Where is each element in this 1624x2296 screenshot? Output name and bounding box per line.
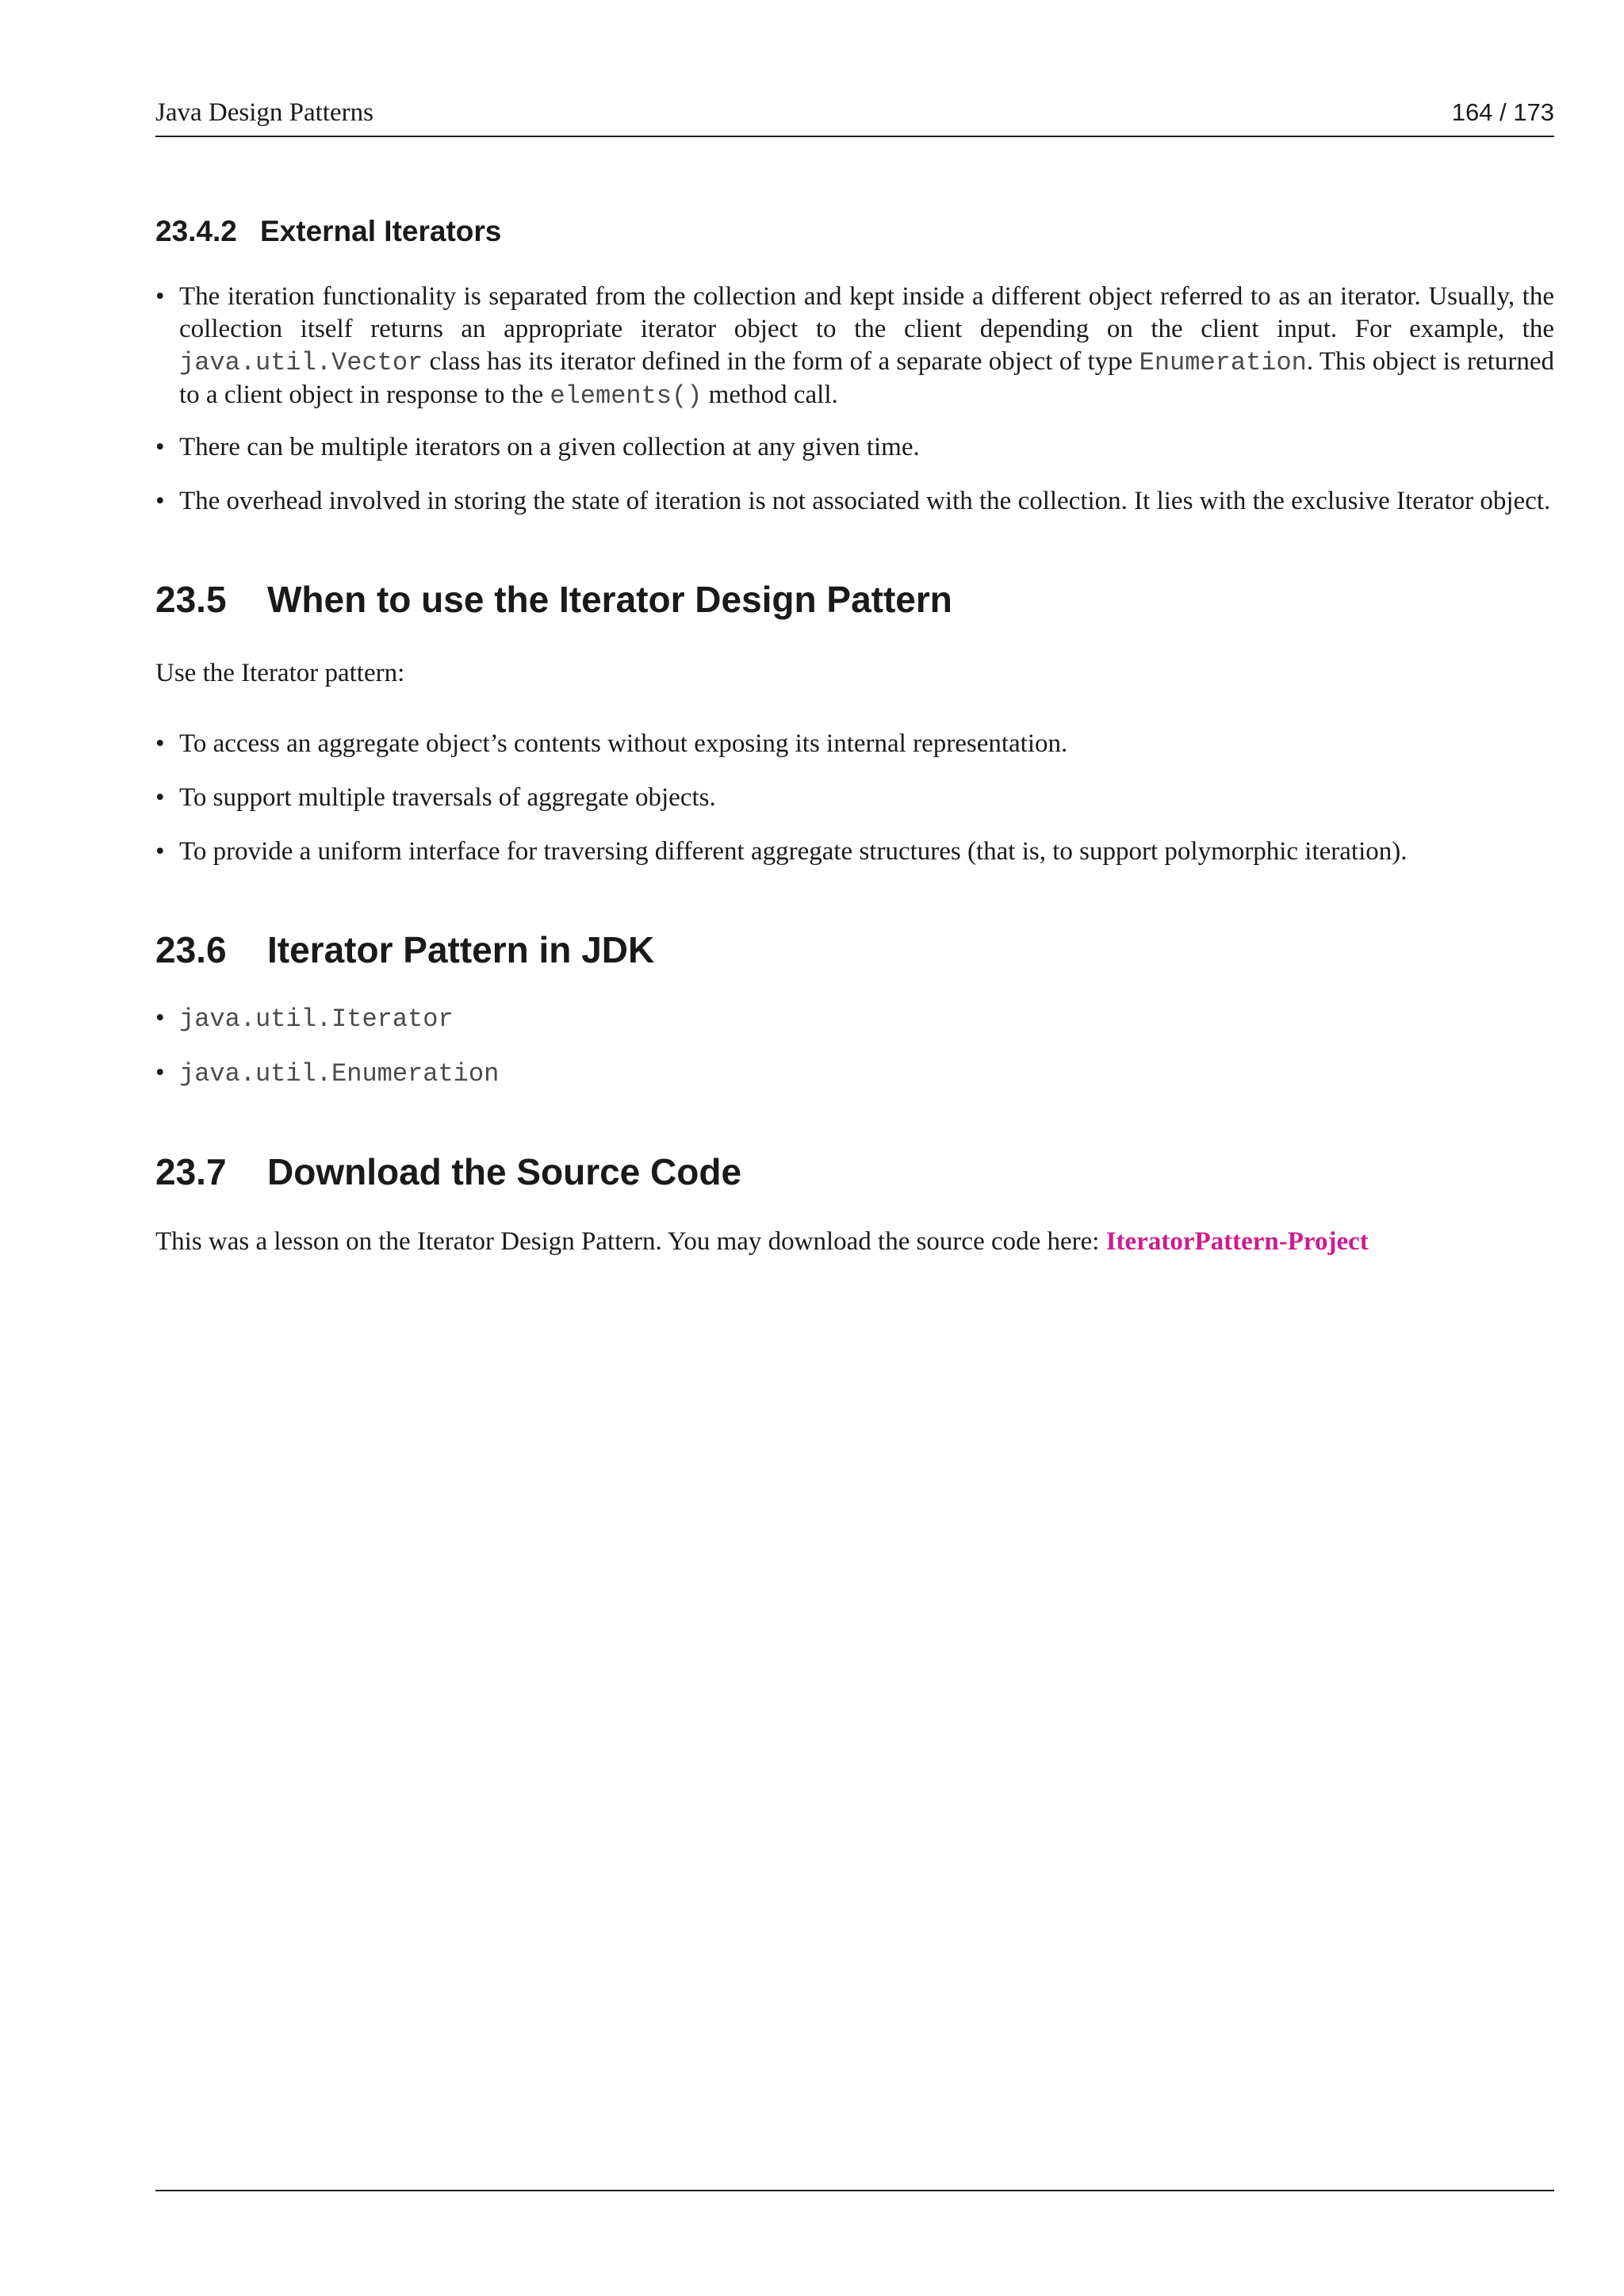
- jdk-classes-list: [155, 1002, 1554, 1090]
- code-enumeration: Enumeration: [1139, 348, 1307, 378]
- book-title: Java Design Patterns: [155, 98, 373, 127]
- section-heading-iterator-in-jdk: [155, 928, 1554, 972]
- intro-paragraph: Use the Iterator pattern:: [155, 658, 405, 687]
- bullet-marker: •: [155, 783, 165, 812]
- bullet-marker: •: [155, 282, 165, 312]
- list-item: [155, 1057, 1554, 1090]
- list-item: • The iteration functionality is separated from the collection and kept inside a different object referred to as an iterator. Usually, the collection itself returns an appropriate iterator object to the client depending on the client input. For example, the java.util.Vector class has its iterator defined in the form of a separate object of type Enumeration. This object is returned to a client object in response to the elements() method call.: [155, 282, 1554, 411]
- bullet-marker: •: [155, 729, 165, 758]
- document-page: [155, 0, 1554, 2296]
- bullet-marker: •: [155, 433, 165, 462]
- list-item: • To access an aggregate object’s contents without exposing its internal representation.: [155, 728, 1554, 760]
- list-item: • To provide a uniform interface for traversing different aggregate structures (that is, to support polymorphic iteration).: [155, 836, 1554, 868]
- section-title: Iterator Pattern in JDK: [267, 928, 655, 970]
- code-java-util-iterator: java.util.Iterator: [179, 1004, 454, 1034]
- source-code-download-link[interactable]: IteratorPattern-Project: [1105, 1226, 1369, 1256]
- section-number: 23.5: [155, 579, 227, 621]
- page-content: [155, 214, 1554, 1258]
- code-java-util-vector: java.util.Vector: [179, 348, 423, 378]
- section-title: Download the Source Code: [267, 1150, 742, 1192]
- when-to-use-list: [155, 728, 1554, 868]
- code-elements-method: elements(): [550, 381, 703, 411]
- bullet-marker: •: [155, 487, 165, 516]
- section-heading-download-source: [155, 1150, 1554, 1194]
- bullet-marker: •: [155, 836, 165, 866]
- section-number: 23.6: [155, 928, 227, 970]
- bullet-marker: •: [155, 1058, 165, 1087]
- list-item: • There can be multiple iterators on a given collection at any given time.: [155, 431, 1554, 464]
- section-number: 23.7: [155, 1150, 227, 1192]
- list-item: • To support multiple traversals of aggregate objects.: [155, 782, 1554, 814]
- section-title: When to use the Iterator Design Pattern: [267, 579, 952, 621]
- list-item: • The overhead involved in storing the state of iteration is not associated with the collection. It lies with the exclusive Iterator object.: [155, 485, 1554, 518]
- page-number: 164 / 173: [1451, 98, 1554, 126]
- section-heading-when-to-use: [155, 578, 1554, 622]
- list-item: [155, 1002, 1554, 1035]
- external-iterators-list: [155, 281, 1554, 518]
- footer-rule: [155, 2190, 1554, 2191]
- subsection-number: 23.4.2: [155, 215, 237, 247]
- subsection-title: External Iterators: [260, 215, 502, 247]
- running-header: [155, 98, 1554, 137]
- subsection-heading-external-iterators: [155, 214, 1554, 249]
- download-paragraph: This was a lesson on the Iterator Design Pattern. You may download the source code here: IteratorPattern-Project: [155, 1226, 1369, 1256]
- code-java-util-enumeration: java.util.Enumeration: [179, 1058, 500, 1089]
- bullet-marker: •: [155, 1003, 165, 1032]
